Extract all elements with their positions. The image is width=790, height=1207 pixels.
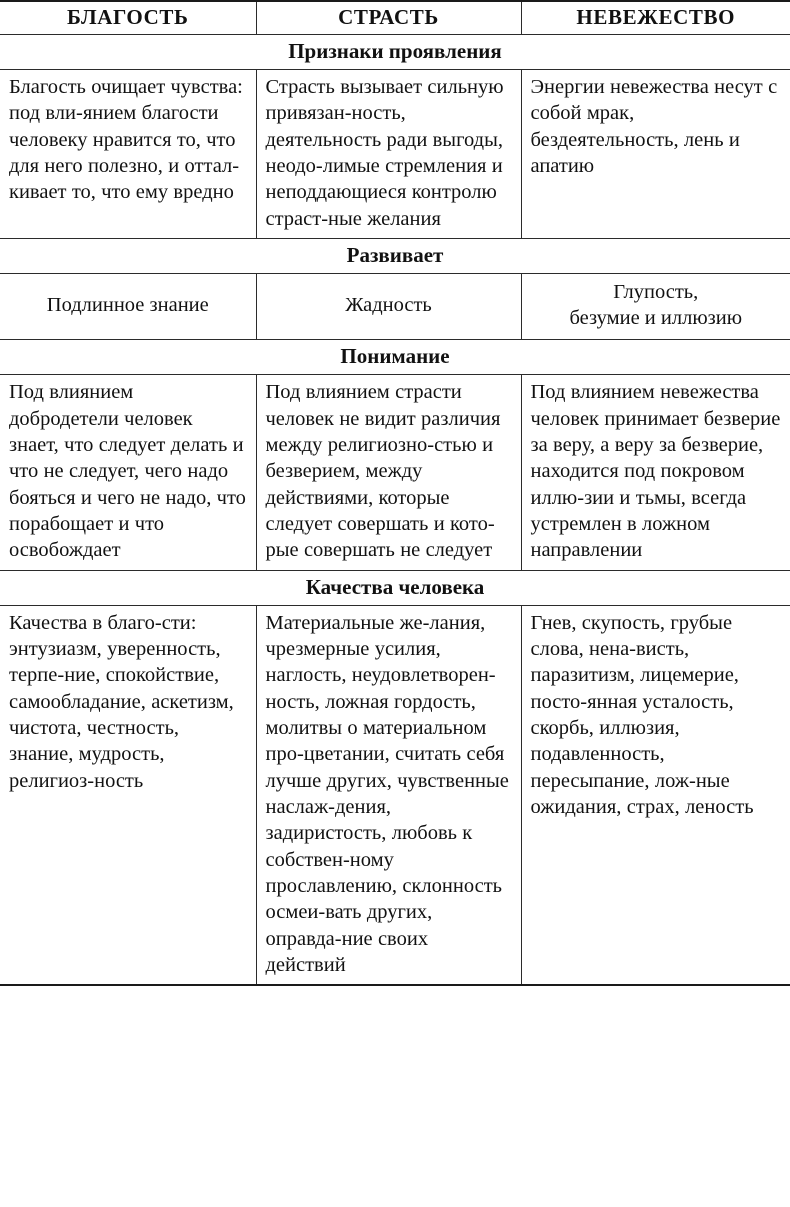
table-header-row (0, 1, 790, 35)
cell-goodness-1: Подлинное знание (0, 274, 256, 340)
section-band-row (0, 570, 790, 605)
cell-passion-2: Под влиянием страсти человек не видит различия между религиозно-стью и безверием, между действиями, которые следует совершать и кото-рые совершать не следует (256, 375, 521, 570)
cell-passion-1: Жадность (256, 274, 521, 340)
cell-goodness-2: Под влиянием добродетели человек знает, что следует делать и что не следует, чего надо бояться и чего не надо, что порабощает и что освобождает (0, 375, 256, 570)
section-band-row (0, 340, 790, 375)
column-header-passion: СТРАСТЬ (256, 1, 521, 35)
table-row (0, 70, 790, 239)
cell-passion-0: Страсть вызывает сильную привязан-ность, деятельность ради выгоды, неодо-лимые стремления и неподдающиеся контролю страст-ные желания (256, 70, 521, 239)
table-row (0, 274, 790, 340)
column-header-ignorance: НЕВЕЖЕСТВО (521, 1, 790, 35)
cell-goodness-0: Благость очищает чувства: под вли-янием благости человеку нравится то, что для него полезно, и оттал-кивает то, что ему вредно (0, 70, 256, 239)
section-band-label-3: Качества человека (0, 570, 790, 605)
cell-ignorance-0: Энергии невежества несут с собой мрак, бездеятельность, лень и апатию (521, 70, 790, 239)
column-header-goodness: БЛАГОСТЬ (0, 1, 256, 35)
cell-ignorance-2: Под влиянием невежества человек принимает безверие за веру, а веру за безверие, находится под покровом иллю-зии и тьмы, всегда устремлен в ложном направлении (521, 375, 790, 570)
table-row (0, 375, 790, 570)
section-band-row (0, 239, 790, 274)
section-band-row (0, 35, 790, 70)
section-band-label-2: Понимание (0, 340, 790, 375)
section-band-label-0: Признаки проявления (0, 35, 790, 70)
table-body (0, 1, 790, 985)
section-band-label-1: Развивает (0, 239, 790, 274)
cell-goodness-3: Качества в благо-сти: энтузиазм, уверенность, терпе-ние, спокойствие, самообладание, аскетизм, чистота, честность, знание, мудрость, религиоз-ность (0, 605, 256, 985)
cell-ignorance-3: Гнев, скупость, грубые слова, нена-висть, паразитизм, лицемерие, посто-янная усталость, скорбь, иллюзия, подавленность, пересыпание, лож-ные ожидания, страх, леность (521, 605, 790, 985)
cell-passion-3: Материальные же-лания, чрезмерные усилия, наглость, неудовлетворен-ность, ложная гордость, молитвы о материальном про-цветании, считать себя лучше других, чувственные наслаж-дения, задиристость, любовь к собствен-ному прославлению, склонность осмеи-вать других, оправда-ние своих действий (256, 605, 521, 985)
cell-ignorance-1: Глупость, безумие и иллюзию (521, 274, 790, 340)
table-row (0, 605, 790, 985)
